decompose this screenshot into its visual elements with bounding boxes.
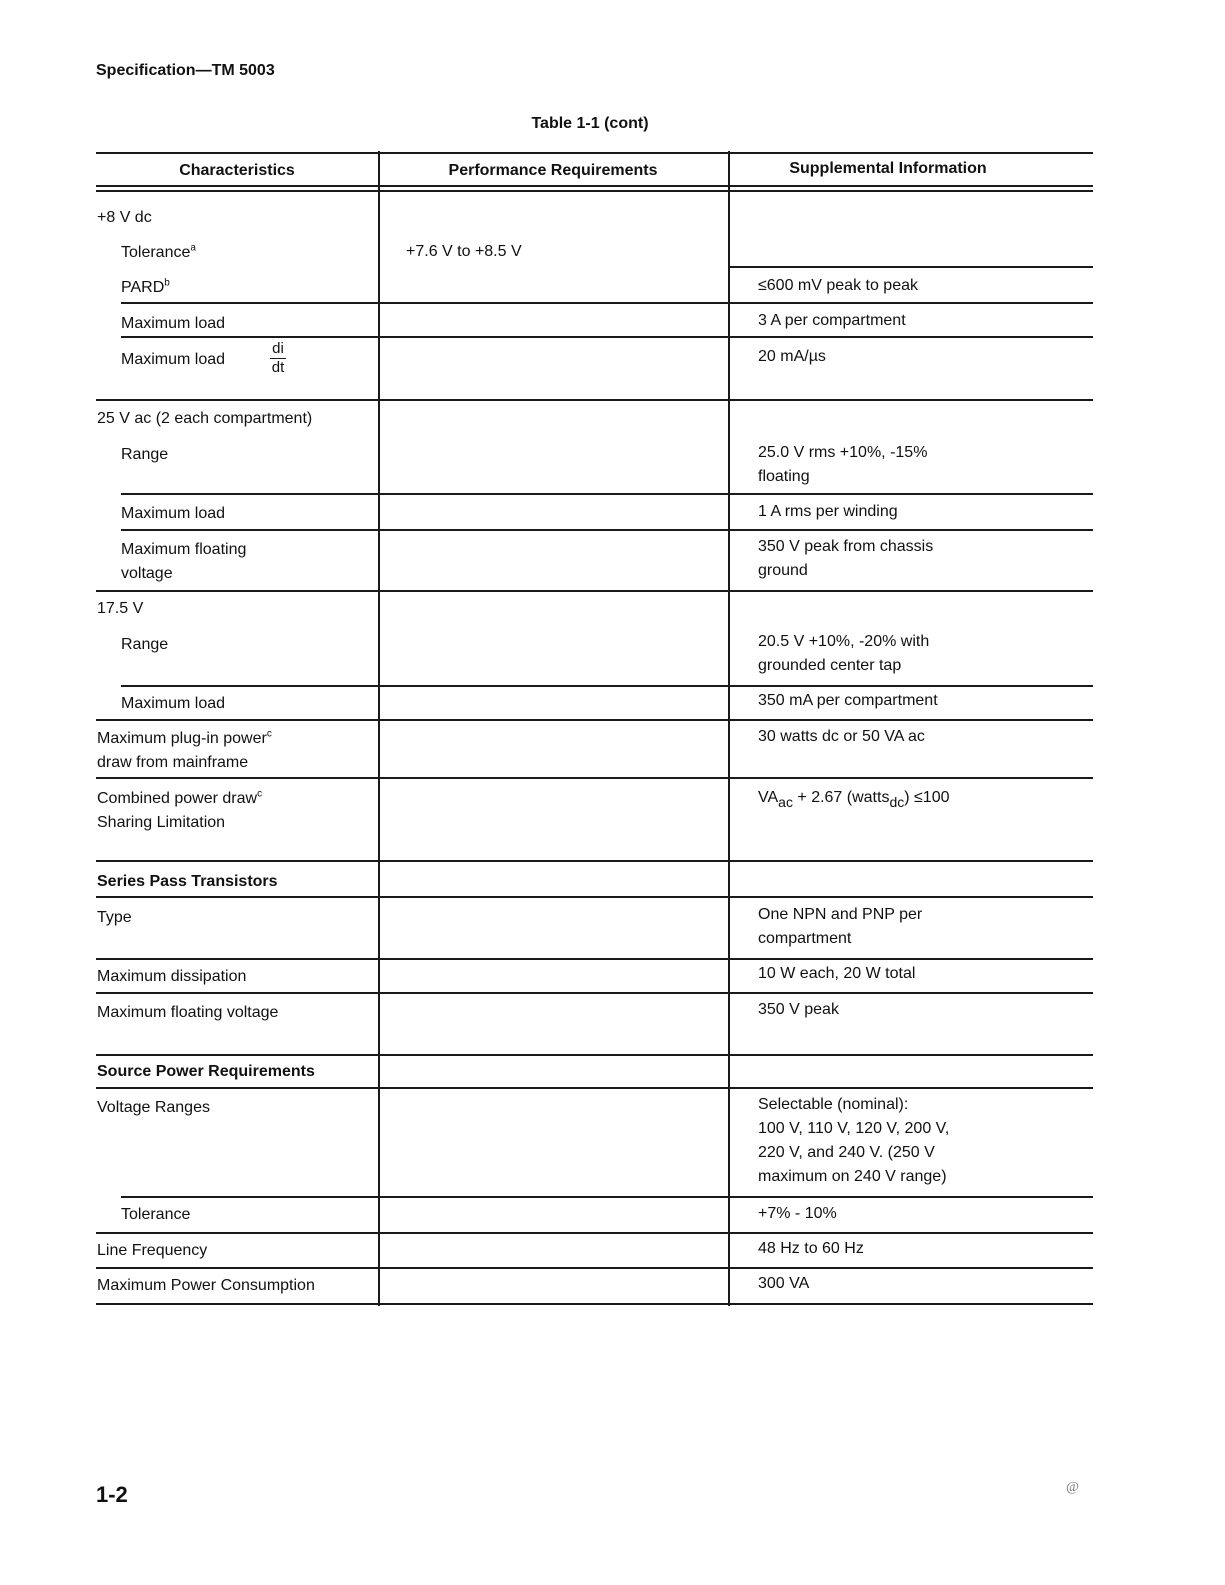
table-caption: Table 1-1 (cont)	[531, 115, 649, 132]
header-characteristics: Characteristics	[179, 162, 295, 179]
row-supplemental: 20.5 V +10%, -20% with	[758, 633, 930, 650]
rule	[96, 958, 1093, 960]
rule	[96, 190, 1093, 192]
row-label: Sharing Limitation	[97, 814, 226, 831]
rule	[96, 992, 1093, 994]
rule	[121, 1196, 1093, 1198]
row-label: Maximum load di dt	[121, 340, 321, 380]
row-label: Maximum Power Consumption	[97, 1277, 315, 1294]
section-heading: Series Pass Transistors	[97, 873, 278, 890]
rule	[96, 860, 1093, 862]
row-supplemental: 350 V peak	[758, 1001, 839, 1018]
rule	[121, 302, 1093, 304]
row-label: PARD$^b$	[121, 277, 170, 296]
rule	[96, 399, 1093, 401]
rule	[96, 1232, 1093, 1234]
group-label: +8 V dc	[97, 209, 152, 226]
row-supplemental: 220 V, and 240 V. (250 V	[758, 1144, 935, 1161]
row-supplemental: Selectable (nominal):	[758, 1096, 909, 1113]
row-supplemental: +7% - 10%	[758, 1205, 837, 1222]
page-number: 1-2	[96, 1482, 128, 1507]
row-supplemental: ground	[758, 562, 808, 579]
row-performance: +7.6 V to +8.5 V	[406, 243, 522, 260]
rule	[121, 529, 1093, 531]
rule	[96, 1303, 1093, 1305]
row-supplemental: 30 watts dc or 50 VA ac	[758, 728, 925, 745]
header-supplemental: Supplemental Information	[789, 160, 987, 177]
rule	[96, 1054, 1093, 1056]
corner-mark: @	[1066, 1480, 1079, 1495]
row-label: voltage	[121, 565, 173, 582]
rule	[96, 777, 1093, 779]
column-divider	[728, 151, 730, 1306]
row-label: Maximum plug-in power$^c$	[97, 728, 272, 747]
row-supplemental: maximum on 240 V range)	[758, 1168, 947, 1185]
row-supplemental: 25.0 V rms +10%, -15%	[758, 444, 928, 461]
row-label: Maximum load	[121, 505, 226, 522]
row-label: Tolerance	[121, 1206, 191, 1223]
row-supplemental: One NPN and PNP per	[758, 906, 923, 923]
row-supplemental: 1 A rms per winding	[758, 503, 898, 520]
rule	[96, 1087, 1093, 1089]
row-supplemental: 300 VA	[758, 1275, 810, 1292]
row-supplemental: 3 A per compartment	[758, 312, 906, 329]
row-supplemental: 20 mA/µs	[758, 348, 826, 365]
row-supplemental: 350 V peak from chassis	[758, 538, 934, 555]
rule	[96, 1267, 1093, 1269]
row-label: Maximum dissipation	[97, 968, 247, 985]
row-supplemental: 10 W each, 20 W total	[758, 965, 916, 982]
row-label: Voltage Ranges	[97, 1099, 210, 1116]
row-label: Range	[121, 636, 169, 653]
row-supplemental: grounded center tap	[758, 657, 902, 674]
rule	[96, 185, 1093, 187]
row-label: draw from mainframe	[97, 754, 249, 771]
spec-table	[96, 151, 1093, 1306]
row-label: Type	[97, 909, 132, 926]
row-supplemental: 48 Hz to 60 Hz	[758, 1240, 864, 1257]
row-label: Maximum floating voltage	[97, 1004, 279, 1021]
group-label: 25 V ac (2 each compartment)	[97, 410, 313, 427]
row-supplemental: 350 mA per compartment	[758, 692, 938, 709]
row-supplemental: ≤600 mV peak to peak	[758, 277, 918, 294]
row-supplemental: VAac + 2.67 (wattsdc) ≤100	[758, 789, 950, 810]
rule	[96, 590, 1093, 592]
row-label: Line Frequency	[97, 1242, 208, 1259]
row-label: Maximum load	[121, 695, 226, 712]
rule	[121, 685, 1093, 687]
rule	[96, 152, 1093, 154]
rule	[96, 896, 1093, 898]
rule	[728, 266, 1093, 268]
row-label: Maximum load	[121, 315, 226, 332]
section-heading: Source Power Requirements	[97, 1063, 315, 1080]
row-supplemental: floating	[758, 468, 810, 485]
row-label: Combined power draw$^c$	[97, 788, 263, 807]
rule	[96, 719, 1093, 721]
row-supplemental: compartment	[758, 930, 852, 947]
rule	[121, 336, 1093, 338]
row-label: Range	[121, 446, 169, 463]
group-label: 17.5 V	[97, 600, 144, 617]
column-divider	[378, 151, 380, 1306]
running-head: Specification—TM 5003	[96, 62, 275, 79]
header-performance: Performance Requirements	[448, 162, 658, 179]
row-label: Maximum floating	[121, 541, 247, 558]
row-supplemental: 100 V, 110 V, 120 V, 200 V,	[758, 1120, 950, 1137]
row-label: Tolerance$^a$	[121, 242, 196, 261]
di-dt-fraction: di dt	[271, 340, 285, 376]
rule	[121, 493, 1093, 495]
